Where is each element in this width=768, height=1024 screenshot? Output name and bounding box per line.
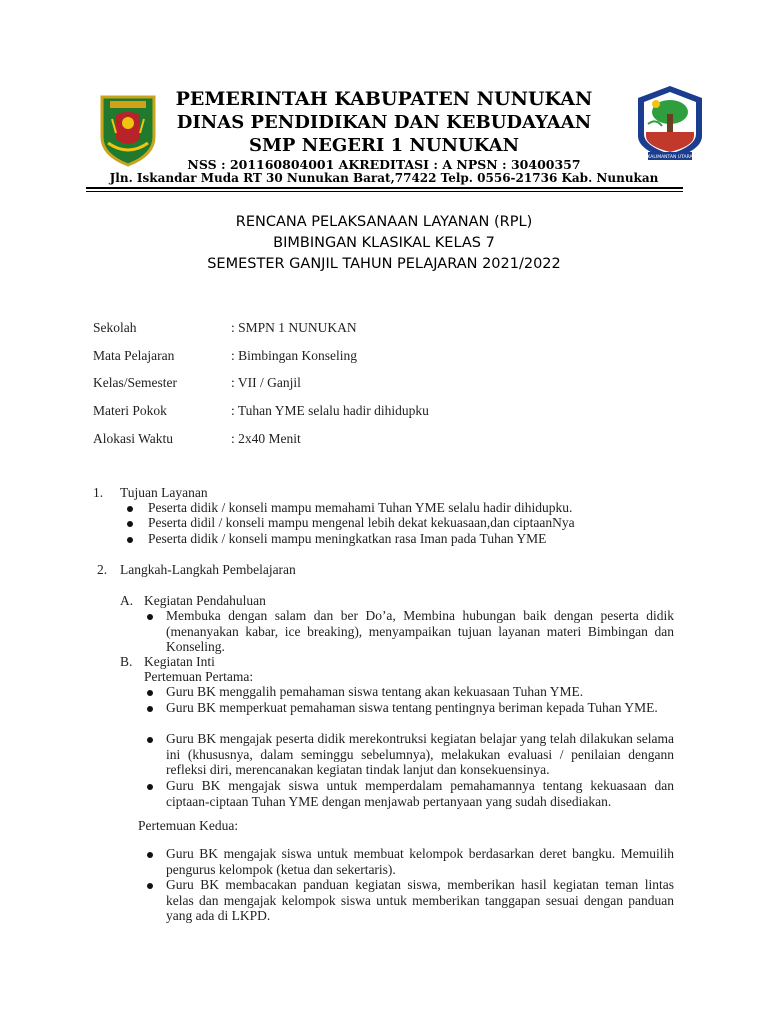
identity-value: : 2x40 Menit (231, 431, 301, 446)
letterhead-department: DINAS PENDIDIKAN DAN KEBUDAYAAN (176, 112, 592, 133)
list-item: Guru BK mengajak peserta didik merekontruksi kegiatan belajar yang telah dilakukan selama ini (khususnya, dalam seminggu sebelumnya), melakukan evaluasi / penilaian dengann refleksi diri, merencanakan kegiatan tindak lanjut dan konsekuensinya. (166, 731, 674, 777)
identity-value: : Tuhan YME selalu hadir dihidupku (231, 403, 429, 418)
letterhead-divider-thin (86, 191, 683, 192)
subsection-heading: Kegiatan Pendahuluan (144, 593, 266, 608)
logo-caption: KALIMANTAN UTARA (647, 155, 693, 160)
list-item: Peserta didil / konseli mampu mengenal lebih dekat kekuasaan,dan ciptaanNya (148, 515, 575, 530)
bullet-icon (147, 690, 153, 696)
bullet-icon (127, 506, 133, 512)
subsection-letter: B. (120, 654, 133, 669)
list-item: Guru BK mengajak siswa untuk membuat kelompok berdasarkan deret bangku. Memuilih pengurus kelompok (ketua dan sekertaris). (166, 846, 674, 877)
section-number: 2. (97, 562, 108, 577)
list-item: Guru BK mengajak siswa untuk memperdalam pemahamannya tentang kekuasaan dan ciptaan-ciptaan Tuhan YME dengan menjawab pertanyaan yang sudah disediakan. (166, 778, 674, 809)
bullet-icon (127, 537, 133, 543)
bullet-icon (147, 852, 153, 858)
meeting-heading: Pertemuan Kedua: (138, 818, 239, 833)
letterhead-divider (86, 187, 683, 189)
letterhead-school: SMP NEGERI 1 NUNUKAN (248, 135, 520, 156)
bullet-icon (147, 706, 153, 712)
list-item: Peserta didik / konseli mampu meningkatkan rasa Iman pada Tuhan YME (148, 531, 547, 546)
identity-value: : SMPN 1 NUNUKAN (231, 320, 357, 335)
bullet-icon (147, 614, 153, 620)
identity-label: Sekolah (93, 320, 137, 335)
letterhead-registration: NSS : 201160804001 AKREDITASI : A NPSN : 30400357 (187, 157, 581, 172)
bullet-icon (127, 521, 133, 527)
bullet-icon (147, 737, 153, 743)
section-heading: Langkah-Langkah Pembelajaran (120, 562, 296, 577)
bullet-icon (147, 784, 153, 790)
identity-label: Kelas/Semester (93, 375, 177, 390)
section-heading: Tujuan Layanan (120, 485, 208, 500)
identity-value: : Bimbingan Konseling (231, 348, 357, 363)
list-item: Guru BK memperkuat pemahaman siswa tentang pentingnya beriman kepada Tuhan YME. (166, 700, 658, 715)
letterhead-address: Jln. Iskandar Muda RT 30 Nunukan Barat,77422 Telp. 0556-21736 Kab. Nunukan (109, 171, 659, 185)
identity-label: Materi Pokok (93, 403, 167, 418)
identity-label: Mata Pelajaran (93, 348, 175, 363)
list-item: Guru BK membacakan panduan kegiatan siswa, memberikan hasil kegiatan teman lintas kelas dan mengajak kelompok siswa untuk memberikan tanggapan sesuai dengan panduan yang ada di LKPD. (166, 877, 674, 923)
letterhead-government: PEMERINTAH KABUPATEN NUNUKAN (175, 88, 593, 110)
identity-value: : VII / Ganjil (231, 375, 301, 390)
list-item: Peserta didik / konseli mampu memahami Tuhan YME selalu hadir dihidupku. (148, 500, 573, 515)
document-subtitle: BIMBINGAN KLASIKAL KELAS 7 (273, 235, 495, 251)
list-item: Guru BK menggalih pemahaman siswa tentang akan kekuasaan Tuhan YME. (166, 684, 584, 699)
subsection-letter: A. (120, 593, 134, 608)
document-title: RENCANA PELAKSANAAN LAYANAN (RPL) (235, 214, 533, 230)
list-item: Membuka dengan salam dan ber Do’a, Membina hubungan baik dengan peserta didik (menanyakan kabar, ice breaking), menyampaikan tujuan layanan materi Bimbingan dan Konseling. (166, 608, 674, 654)
identity-label: Alokasi Waktu (93, 431, 174, 446)
bullet-icon (147, 883, 153, 889)
section-number: 1. (93, 485, 104, 500)
document-semester: SEMESTER GANJIL TAHUN PELAJARAN 2021/2022 (207, 256, 561, 272)
subsection-heading: Kegiatan Inti (144, 654, 215, 669)
meeting-heading: Pertemuan Pertama: (144, 669, 254, 684)
